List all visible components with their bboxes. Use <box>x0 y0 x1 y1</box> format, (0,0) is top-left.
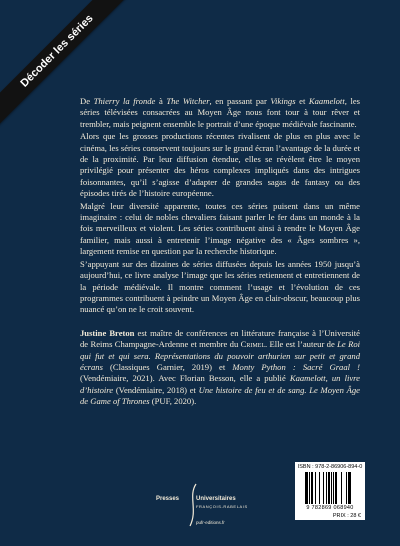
blurb-paragraph-1: De Thierry la fronde à The Witcher, en passant par Vikings et Kaamelott, les séries télévisées consacrées au Moyen Âge nous font tour à tour rêver et trembler, mais peignent ensemble le portrait d’une époque médiévale fascinante. <box>80 96 360 129</box>
publisher-city: FRANÇOIS-RABELAIS <box>196 504 248 509</box>
publisher-universitaires: Universitaires <box>196 496 236 502</box>
blurb <box>80 96 360 408</box>
isbn: ISBN : 978-2-86906-894-0 <box>297 464 363 470</box>
blurb-paragraph-3: Malgré leur diversité apparente, toutes ces séries puisent dans un même imaginaire : celui de nobles chevaliers faisant parler le fer dans un monde à la fois merveilleux et violent. Les séries contribuent ainsi à rendre le Moyen Âge familier, mais aussi à entretenir l’image négative des « Âges sombres », largement remise en question par la recherche historique. <box>80 200 360 257</box>
corner-ribbon: Décoder les séries <box>0 0 132 126</box>
barcode-bars <box>299 472 361 504</box>
publisher-website: pufr-editions.fr <box>196 520 225 525</box>
barcode-label <box>295 462 365 520</box>
publisher-presses: Presses <box>156 496 180 502</box>
publisher-logo <box>150 482 280 532</box>
barcode-number: 9 782869 068940 <box>306 505 354 511</box>
barcode-bar <box>354 472 355 504</box>
price: PRIX : 28 € <box>332 513 361 519</box>
blurb-paragraph-2: Alors que les grosses productions récentes rivalisent de plus en plus avec le cinéma, les séries conservent toujours sur le grand écran l’avantage de la durée et de la proximité. Par leur diffusion étendue, elles se révèlent être le moyen privilégié pour présenter des héros complexes impliqués dans des intrigues foisonnantes, qu’il s’agisse d’adapter de grandes sagas de fantasy ou des épisodes tirés de l’histoire européenne. <box>80 131 360 199</box>
author-bio: Justine Breton est maître de conférences en littérature française à l’Université de Reims Champagne-Ardenne et membre du Crimel. Elle est l’auteur de Le Roi qui fut et qui sera. Représentations du pouvoir arthurien sur petit et grand écrans (Classiques Garnier, 2019) et Monty Python : Sacré Graal ! (Vendémiaire, 2021). Avec Florian Besson, elle a publié Kaamelott, un livre d’histoire (Vendémiaire, 2018) et Une histoire de feu et de sang. Le Moyen Âge de Game of Thrones (PUF, 2020). <box>80 327 360 407</box>
blurb-paragraph-4: S’appuyant sur des dizaines de séries diffusées depuis les années 1950 jusqu’à aujourd’hui, ce livre analyse l’image que les séries retiennent et entretiennent de la période médiévale. Il montre comment l’usage et l’évolution de ces programmes contribuent à peindre un Moyen Âge en clair-obscur, beaucoup plus nuancé qu’on ne le croit souvent. <box>80 258 360 315</box>
